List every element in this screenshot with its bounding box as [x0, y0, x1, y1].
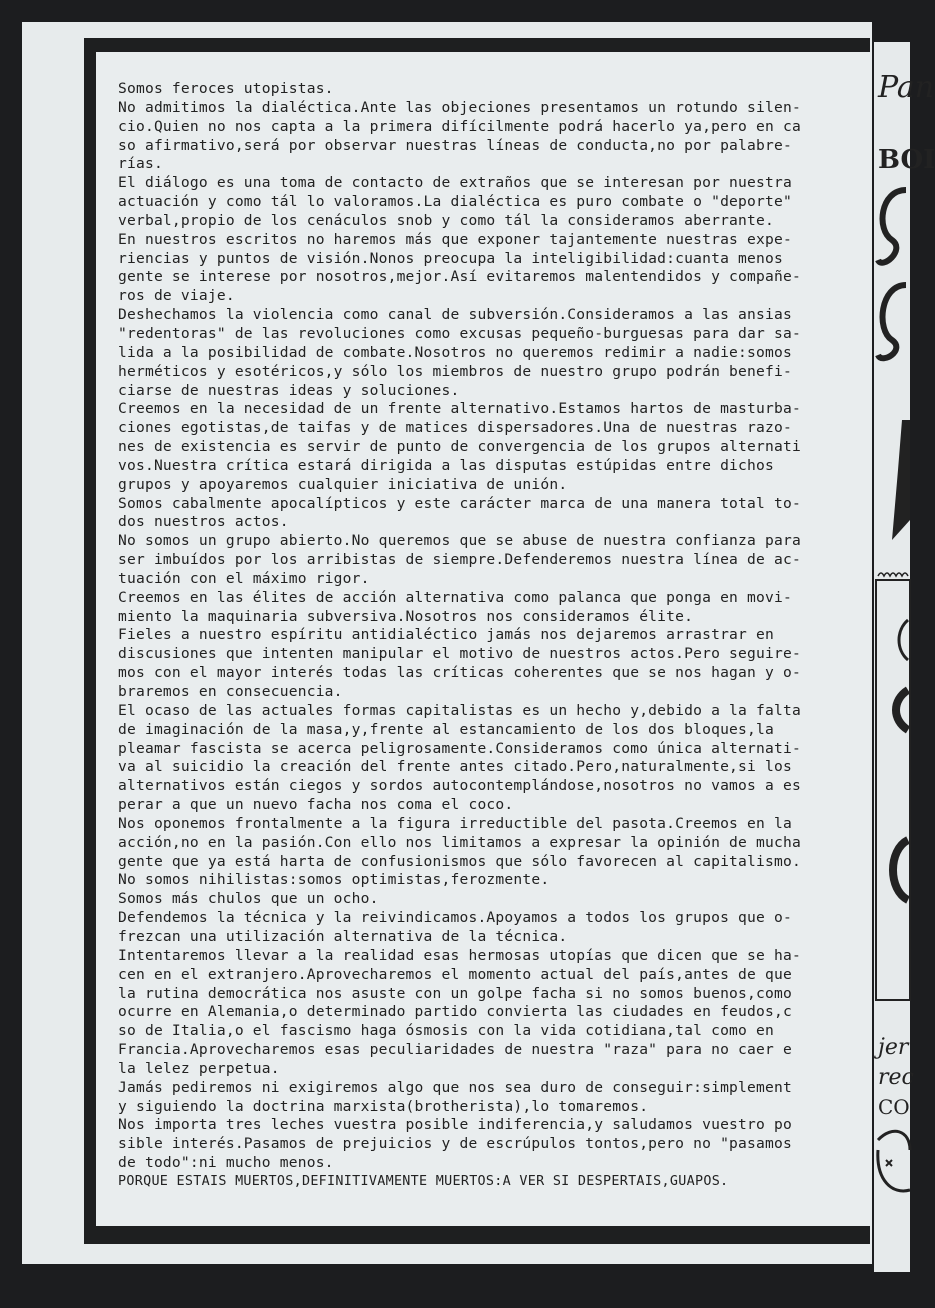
text-line: Intentaremos llevar a la realidad esas hermosas utopías que dicen que se ha-: [118, 946, 801, 964]
text-line: Francia.Aprovecharemos esas peculiaridades de nuestra "raza" para no caer e: [118, 1041, 792, 1059]
text-line: gente que ya está harta de confusionismos que sólo favorecen al capitalismo.: [118, 852, 801, 870]
text-line: nes de existencia es servir de punto de convergencia de los grupos alternati: [118, 438, 801, 456]
text-line: so de Italia,o el fascismo haga ósmosis con la vida cotidiana,tal como en: [118, 1022, 774, 1040]
text-line: herméticos y esotéricos,y sólo los miembros de nuestro grupo podrán benefi-: [118, 362, 792, 380]
text-line: sible interés.Pasamos de prejuicios y de escrúpulos tontos,pero no "pasamos: [118, 1135, 792, 1153]
adjacent-fragment-3: jer: [878, 1035, 909, 1060]
adjacent-page: [872, 0, 935, 1308]
text-line: El diálogo es una toma de contacto de extraños que se interesan por nuestra: [118, 174, 792, 192]
text-line: rías.: [118, 155, 163, 173]
text-line: acción,no en la pasión.Con ello nos limitamos a expresar la opinión de mucha: [118, 833, 801, 851]
text-line: de imaginación de la masa,y,frente al estancamiento de los dos bloques,la: [118, 720, 774, 738]
text-line: No somos un grupo abierto.No queremos que se abuse de nuestra confianza para: [118, 532, 801, 550]
text-line: El ocaso de las actuales formas capitalistas es un hecho y,debido a la falta: [118, 701, 801, 719]
text-line: vos.Nuestra crítica estará dirigida a las disputas estúpidas entre dichos: [118, 456, 774, 474]
text-line: la lelez perpetua.: [118, 1059, 280, 1077]
text-line: ros de viaje.: [118, 287, 235, 305]
text-line: la rutina democrática nos asuste con un golpe facha si no somos buenos,como: [118, 984, 792, 1002]
text-line: ciones egotistas,de taifas y de matices dispersadores.Una de nuestras razo-: [118, 419, 792, 437]
text-line: ciarse de nuestras ideas y soluciones.: [118, 381, 460, 399]
text-line: pleamar fascista se acerca peligrosamente.Consideramos como única alternati-: [118, 739, 801, 757]
adjacent-fragment-2: BOI: [878, 145, 935, 175]
text-line: cen en el extranjero.Aprovecharemos el momento actual del país,antes de que: [118, 965, 792, 983]
adjacent-fragment-4: rec: [878, 1065, 914, 1090]
text-line: riencias y puntos de visión.Nonos preocupa la inteligibilidad:cuanta menos: [118, 249, 783, 267]
text-line: Nos oponemos frontalmente a la figura irreductible del pasota.Creemos en la: [118, 814, 792, 832]
text-line: "redentoras" de las revoluciones como excusas pequeño-burguesas para dar sa-: [118, 324, 801, 342]
text-line: Defendemos la técnica y la reivindicamos.Apoyamos a todos los grupos que o-: [118, 909, 792, 927]
text-line: y siguiendo la doctrina marxista(brotherista),lo tomaremos.: [118, 1097, 649, 1115]
text-line: Somos feroces utopistas.: [118, 80, 334, 97]
text-line: perar a que un nuevo facha nos coma el coco.: [118, 796, 514, 814]
text-line: so afirmativo,será por observar nuestras líneas de conducta,no por palabre-: [118, 136, 792, 154]
text-line: miento la maquinaria subversiva.Nosotros nos consideramos élite.: [118, 607, 694, 625]
text-line: Creemos en la necesidad de un frente alternativo.Estamos hartos de masturba-: [118, 400, 801, 418]
text-line: No admitimos la dialéctica.Ante las objeciones presentamos un rotundo silen-: [118, 98, 801, 116]
text-line: va al suicidio la creación del frente antes citado.Pero,naturalmente,si los: [118, 758, 792, 776]
text-line: Nos importa tres leches vuestra posible indiferencia,y saludamos vuestro po: [118, 1116, 792, 1134]
text-line: verbal,propio de los cenáculos snob y como tál la consideramos aberrante.: [118, 211, 774, 229]
text-line: lida a la posibilidad de combate.Nosotros no queremos redimir a nadie:somos: [118, 343, 792, 361]
text-line: Creemos en las élites de acción alternativa como palanca que ponga en movi-: [118, 588, 792, 606]
adjacent-fragment-1: Pan: [878, 70, 935, 105]
text-line: Deshechamos la violencia como canal de subversión.Consideramos a las ansias: [118, 306, 792, 324]
text-line: ser imbuídos por los arribistas de siempre.Defenderemos nuestra línea de ac-: [118, 551, 801, 569]
text-line: Somos cabalmente apocalípticos y este carácter marca de una manera total to-: [118, 494, 801, 512]
text-line: frezcan una utilización alternativa de la técnica.: [118, 927, 568, 945]
text-line: En nuestros escritos no haremos más que exponer tajantemente nuestras expe-: [118, 230, 792, 248]
text-line: Jamás pediremos ni exigiremos algo que nos sea duro de conseguir:simplement: [118, 1078, 792, 1096]
text-line: Somos más chulos que un ocho.: [118, 890, 379, 908]
text-line: braremos en consecuencia.: [118, 683, 343, 700]
closing-line: PORQUE ESTAIS MUERTOS,DEFINITIVAMENTE MUERTOS:A VER SI DESPERTAIS,GUAPOS.: [118, 1173, 729, 1189]
text-line: cio.Quien no nos capta a la primera difícilmente podrá hacerlo ya,pero en ca: [118, 117, 801, 135]
text-line: ocurre en Alemania,o determinado partido convierta las ciudades en feudos,c: [118, 1003, 792, 1021]
text-line: alternativos están ciegos y sordos autocontemplándose,nosotros no vamos a es: [118, 777, 801, 795]
text-line: No somos nihilistas:somos optimistas,ferozmente.: [118, 871, 550, 889]
text-line: Fieles a nuestro espíritu antidialéctico jamás nos dejaremos arrastrar en: [118, 626, 774, 644]
text-line: tuación con el máximo rigor.: [118, 569, 370, 587]
text-line: mos con el mayor interés todas las críticas coherentes que se nos hagan y o-: [118, 664, 801, 682]
text-line: de todo":ni mucho menos.: [118, 1154, 334, 1172]
text-line: gente se interese por nosotros,mejor.Así evitaremos malentendidos y compañe-: [118, 268, 801, 286]
text-line: grupos y apoyaremos cualquier iniciativa de unión.: [118, 475, 568, 493]
manifesto-text: [118, 80, 866, 1192]
adjacent-fragment-5: CO: [878, 1095, 910, 1119]
text-line: discusiones que intenten manipular el motivo de nuestros actos.Pero seguire-: [118, 645, 801, 663]
text-line: actuación y como tál lo valoramos.La dialéctica es puro combate o "deporte": [118, 193, 792, 211]
text-line: dos nuestros actos.: [118, 513, 289, 531]
